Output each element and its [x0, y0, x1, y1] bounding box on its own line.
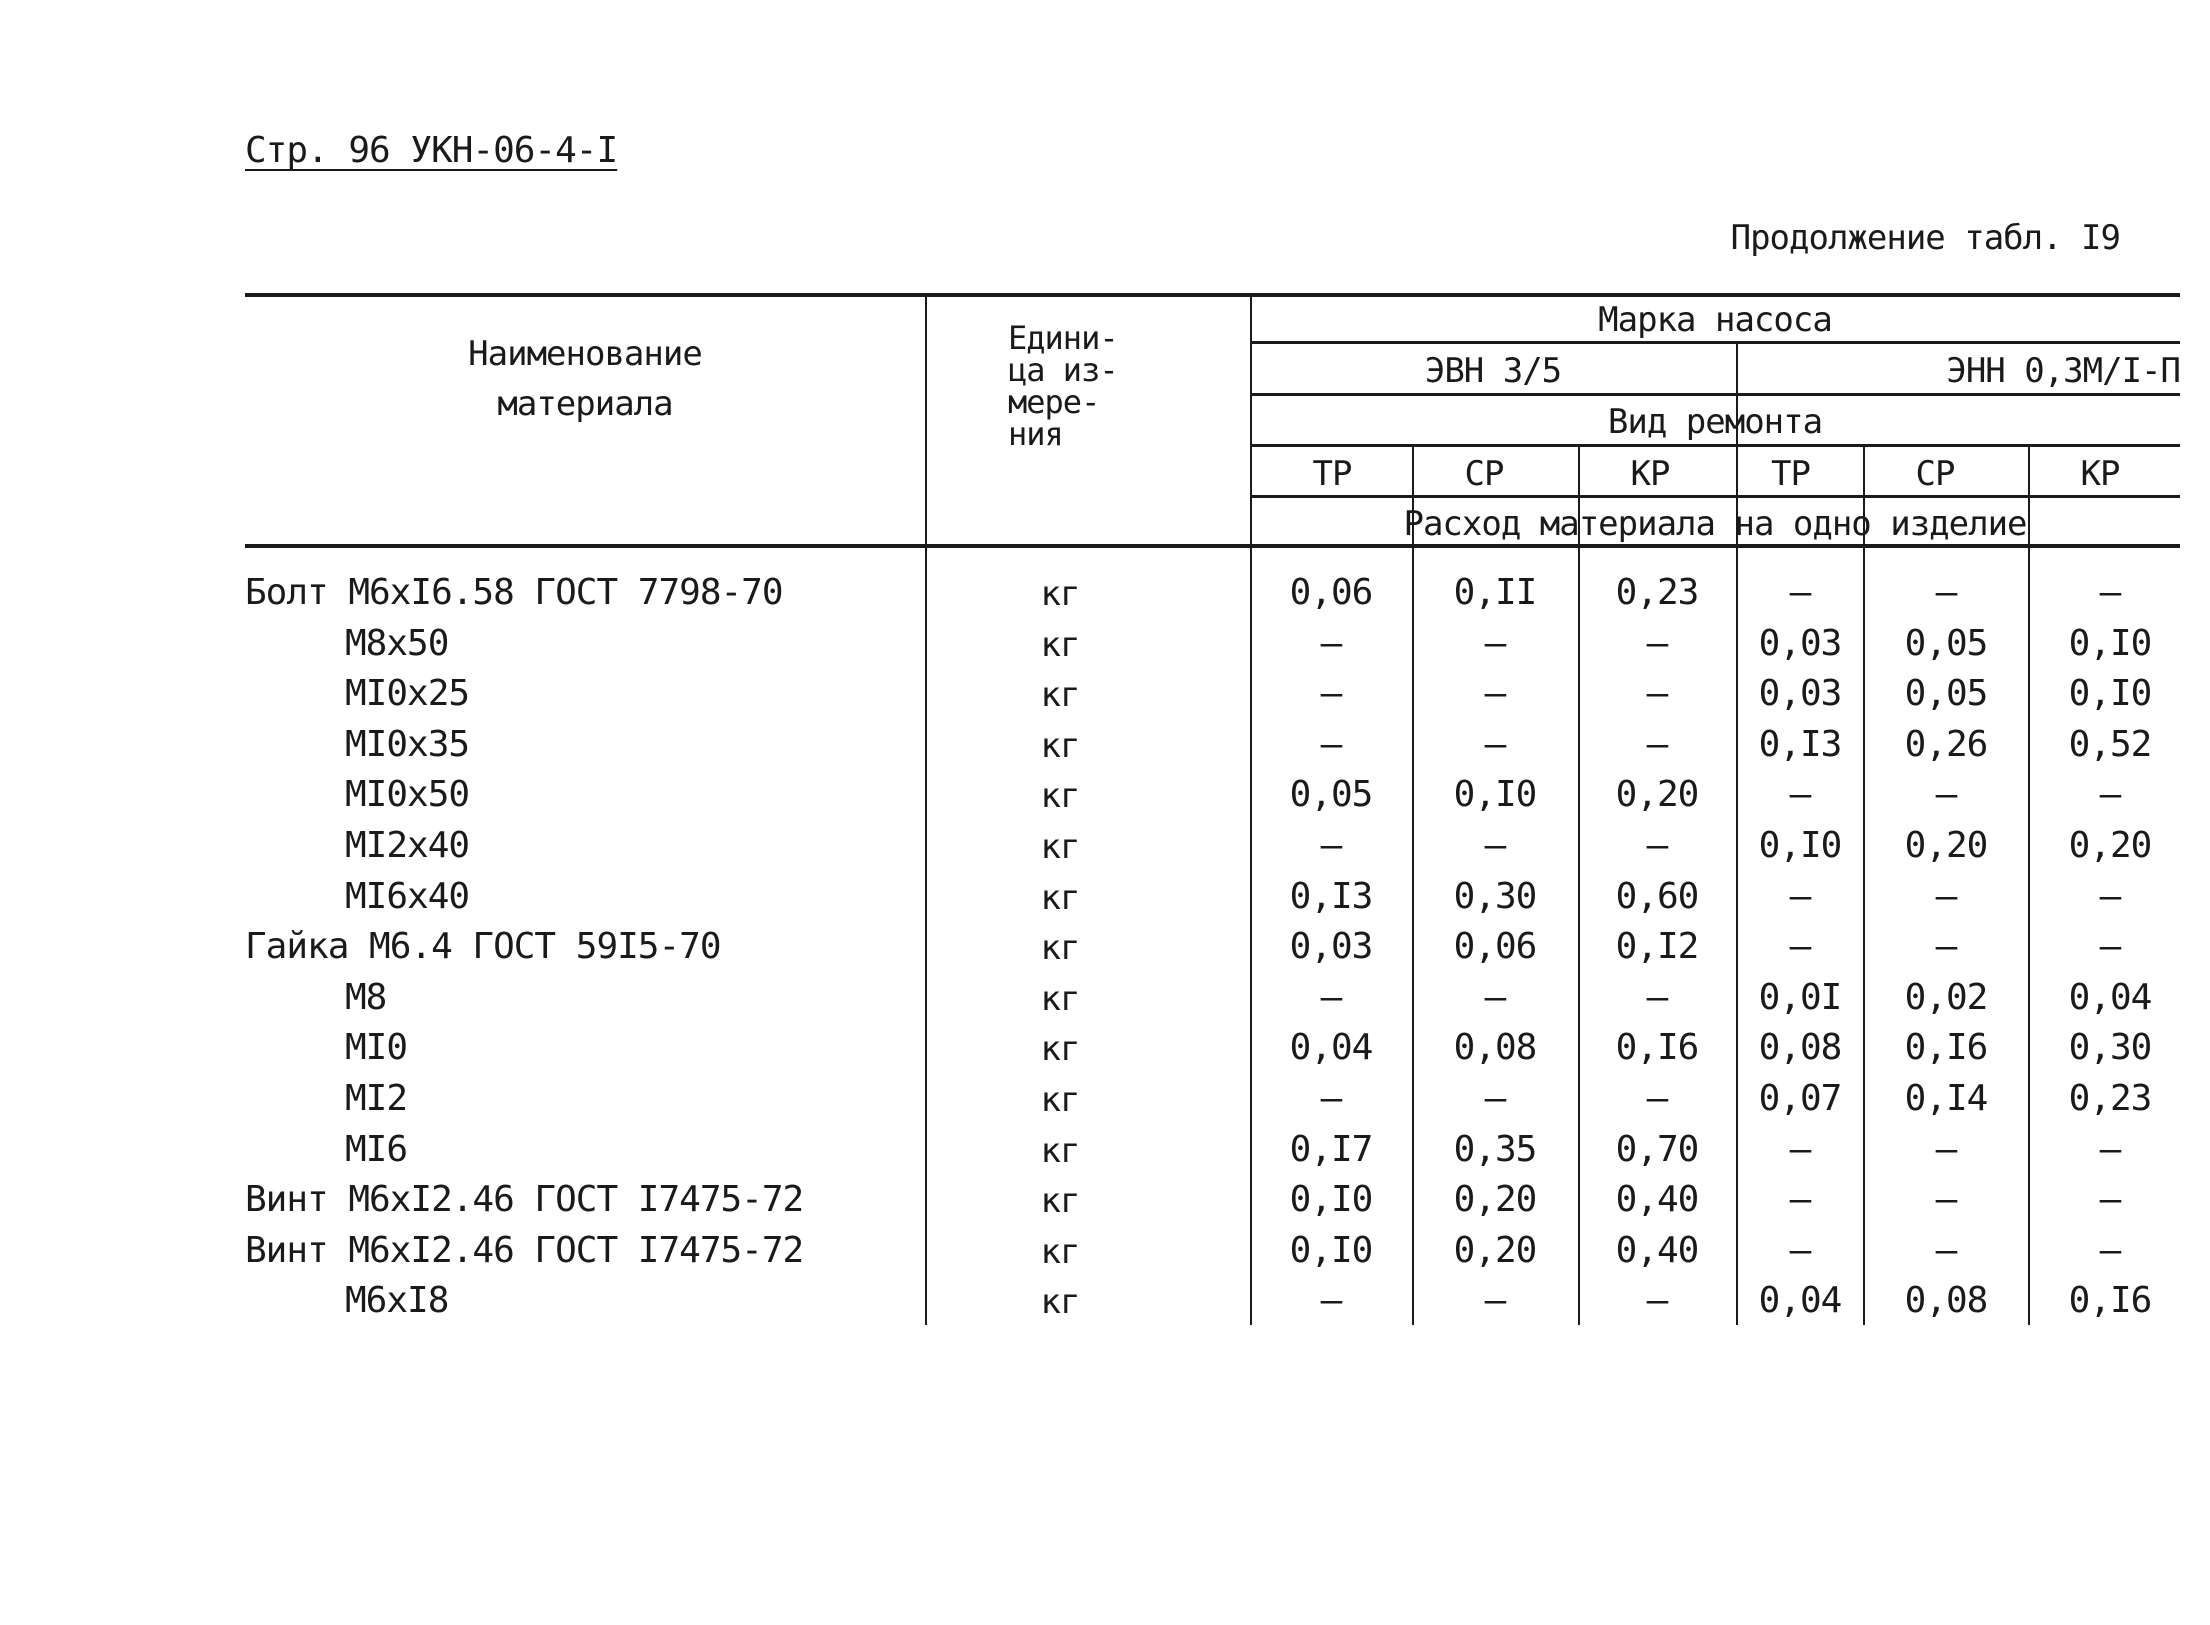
row-value: 0,20 [1453, 1230, 1537, 1271]
row-unit: кг [1040, 726, 1080, 766]
row-name: Винт М6хI2.46 ГОСТ I7475-72 [245, 1230, 804, 1271]
row-value: 0,20 [1904, 825, 1988, 866]
row-value: – [1935, 1129, 1957, 1170]
row-value: 0,0I [1758, 977, 1842, 1018]
row-unit: кг [1040, 1181, 1080, 1221]
row-value: – [1484, 1078, 1506, 1119]
row-value: 0,05 [1904, 673, 1988, 714]
header-bottom-rule [245, 544, 2180, 548]
row-value: 0,40 [1615, 1179, 1699, 1220]
row-value: – [1320, 977, 1342, 1018]
row-value: 0,06 [1453, 926, 1537, 967]
header-repair-1: ТР [1312, 454, 1352, 494]
row-unit: кг [1040, 574, 1080, 614]
row-value: 0,52 [2068, 724, 2152, 765]
row-value: 0,I0 [1758, 825, 1842, 866]
row-value: – [1320, 1078, 1342, 1119]
row-value: 0,35 [1453, 1129, 1537, 1170]
header-unit-line-4: ния [1008, 415, 1063, 453]
row-name: Гайка М6.4 ГОСТ 59I5-70 [245, 926, 721, 967]
row-value: 0,I6 [1904, 1027, 1988, 1068]
row-value: 0,03 [1758, 623, 1842, 664]
row-value: – [1484, 673, 1506, 714]
header-pump-1: ЭВН 3/5 [1424, 351, 1562, 391]
header-unit [1008, 319, 1168, 453]
row-value: – [1484, 623, 1506, 664]
header-unit-line-1: Едини- [1008, 319, 1118, 357]
row-value: 0,06 [1289, 572, 1373, 613]
row-value: – [1484, 1280, 1506, 1321]
row-value: – [1789, 876, 1811, 917]
row-unit: кг [1040, 979, 1080, 1019]
row-value: 0,I4 [1904, 1078, 1988, 1119]
header-name-line-2: материала [497, 384, 673, 424]
row-value: – [1320, 825, 1342, 866]
row-value: – [1935, 774, 1957, 815]
row-value: – [1484, 825, 1506, 866]
row-value: – [1935, 572, 1957, 613]
row-unit: кг [1040, 1080, 1080, 1120]
row-name: МI0х25 [345, 673, 470, 714]
row-value: 0,08 [1904, 1280, 1988, 1321]
rule-below-pump-group [1250, 341, 2180, 344]
row-name: М8х50 [345, 623, 449, 664]
row-value: 0,60 [1615, 876, 1699, 917]
row-name: МI6 [345, 1129, 408, 1170]
row-value: – [1935, 876, 1957, 917]
page-header: Стр. 96 УКН-06-4-I [245, 130, 618, 171]
row-value: 0,07 [1758, 1078, 1842, 1119]
header-pump-2: ЭНН 0,3М/I-П [1946, 351, 2180, 391]
row-unit: кг [1040, 928, 1080, 968]
row-value: 0,05 [1289, 774, 1373, 815]
header-consumption: Расход материала на одно изделие [1403, 504, 2027, 544]
header-name [245, 335, 925, 423]
header-repair-group: Вид ремонта [1607, 402, 1823, 442]
row-value: 0,40 [1615, 1230, 1699, 1271]
row-value: – [1935, 1230, 1957, 1271]
header-unit-line-2: ца из- [1008, 351, 1118, 389]
row-value: – [1484, 977, 1506, 1018]
row-value: 0,I0 [2068, 673, 2152, 714]
row-value: – [1320, 1280, 1342, 1321]
row-value: – [1320, 623, 1342, 664]
row-value: – [1646, 1280, 1668, 1321]
row-name: М8 [345, 977, 387, 1018]
row-unit: кг [1040, 827, 1080, 867]
row-value: – [1789, 1230, 1811, 1271]
row-value: – [2099, 1179, 2121, 1220]
row-unit: кг [1040, 1282, 1080, 1322]
row-value: 0,20 [2068, 825, 2152, 866]
row-value: – [1789, 572, 1811, 613]
row-value: – [1646, 623, 1668, 664]
row-unit: кг [1040, 625, 1080, 665]
row-name: М6хI8 [345, 1280, 449, 1321]
row-value: – [1320, 724, 1342, 765]
table-caption: Продолжение табл. I9 [1730, 218, 2120, 258]
row-value: 0,I3 [1289, 876, 1373, 917]
row-value: – [2099, 876, 2121, 917]
rule-below-pumps [1250, 393, 2180, 396]
row-unit: кг [1040, 1029, 1080, 1069]
row-value: 0,I0 [1453, 774, 1537, 815]
row-value: 0,70 [1615, 1129, 1699, 1170]
row-value: 0,04 [1758, 1280, 1842, 1321]
header-repair-4: ТР [1771, 454, 1810, 494]
row-value: 0,26 [1904, 724, 1988, 765]
row-value: 0,I0 [1289, 1179, 1373, 1220]
col-divider-5 [2028, 444, 2030, 1325]
rule-below-repair-types [1250, 495, 2180, 498]
row-value: 0,I7 [1289, 1129, 1373, 1170]
col-divider-2 [1578, 444, 1580, 1325]
row-unit: кг [1040, 776, 1080, 816]
header-repair-3: КР [1630, 454, 1670, 494]
row-value: – [2099, 926, 2121, 967]
row-unit: кг [1040, 878, 1080, 918]
row-name: Винт М6хI2.46 ГОСТ I7475-72 [245, 1179, 804, 1220]
row-value: 0,23 [2068, 1078, 2152, 1119]
col-divider-unit [1250, 293, 1252, 1325]
row-value: 0,I0 [2068, 623, 2152, 664]
row-value: 0,04 [2068, 977, 2152, 1018]
row-value: 0,I2 [1615, 926, 1699, 967]
row-value: – [1935, 926, 1957, 967]
row-name: МI0х50 [345, 774, 470, 815]
header-unit-line-3: мере- [1008, 383, 1100, 421]
row-value: – [1789, 774, 1811, 815]
row-name: МI6х40 [345, 876, 470, 917]
row-value: – [1646, 977, 1668, 1018]
row-name: МI2 [345, 1078, 408, 1119]
row-value: 0,08 [1453, 1027, 1537, 1068]
row-value: – [1646, 673, 1668, 714]
row-name: МI0х35 [345, 724, 470, 765]
row-value: 0,03 [1758, 673, 1842, 714]
header-repair-2: СР [1464, 454, 1504, 494]
row-value: 0,05 [1904, 623, 1988, 664]
row-value: 0,20 [1615, 774, 1699, 815]
row-unit: кг [1040, 675, 1080, 715]
row-value: – [1789, 926, 1811, 967]
header-name-line-1: Наименование [468, 334, 702, 374]
row-value: – [1646, 724, 1668, 765]
row-value: 0,23 [1615, 572, 1699, 613]
col-divider-name [925, 293, 927, 1325]
row-value: – [1320, 673, 1342, 714]
row-value: 0,I3 [1758, 724, 1842, 765]
row-value: – [1484, 724, 1506, 765]
row-value: 0,30 [1453, 876, 1537, 917]
header-repair-5: СР [1915, 454, 1955, 494]
row-value: – [1789, 1179, 1811, 1220]
row-value: 0,I6 [1615, 1027, 1699, 1068]
row-name: Болт М6хI6.58 ГОСТ 7798-70 [245, 572, 783, 613]
row-value: – [1935, 1179, 1957, 1220]
row-unit: кг [1040, 1232, 1080, 1272]
row-name: МI2х40 [345, 825, 470, 866]
rule-below-repair-group [1250, 444, 2180, 447]
row-unit: кг [1040, 1131, 1080, 1171]
row-value: 0,08 [1758, 1027, 1842, 1068]
row-value: 0,02 [1904, 977, 1988, 1018]
row-value: – [2099, 1230, 2121, 1271]
table-top-rule [245, 293, 2180, 297]
row-name: МI0 [345, 1027, 408, 1068]
row-value: – [2099, 774, 2121, 815]
row-value: 0,03 [1289, 926, 1373, 967]
row-value: 0,II [1453, 572, 1537, 613]
row-value: – [1646, 1078, 1668, 1119]
row-value: 0,I6 [2068, 1280, 2152, 1321]
row-value: 0,04 [1289, 1027, 1373, 1068]
header-repair-6: КР [2080, 454, 2120, 494]
row-value: – [2099, 1129, 2121, 1170]
header-pump-group: Марка насоса [1598, 300, 1832, 340]
row-value: 0,30 [2068, 1027, 2152, 1068]
row-value: – [2099, 572, 2121, 613]
row-value: – [1646, 825, 1668, 866]
row-value: – [1789, 1129, 1811, 1170]
col-divider-1 [1412, 444, 1414, 1325]
row-value: 0,20 [1453, 1179, 1537, 1220]
row-value: 0,I0 [1289, 1230, 1373, 1271]
